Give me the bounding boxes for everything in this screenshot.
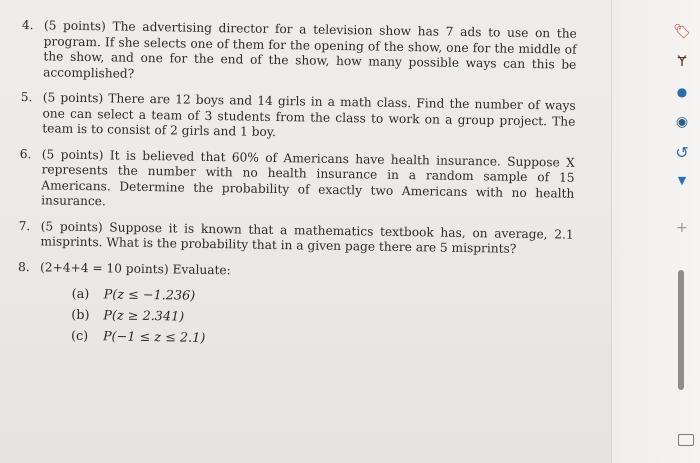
question-8-parts — [39, 283, 573, 354]
question-text: (2+4+4 = 10 points) Evaluate: — [39, 259, 231, 277]
part-label: (c) — [70, 328, 89, 345]
question-number: 7. — [18, 218, 31, 233]
text-icon[interactable]: Ɏ — [677, 54, 687, 70]
camera-icon[interactable]: ◉ — [675, 114, 689, 130]
part-label: (a) — [71, 286, 90, 303]
window-icon[interactable] — [678, 434, 694, 446]
question-7 — [18, 218, 573, 258]
bookmark-icon[interactable]: 🏷 — [673, 24, 691, 40]
question-text: (5 points) There are 12 boys and 14 girls in a math class. Find the number of ways one can select a team of 3 students from the class to work on a group project. The team is to consist of 2 girls and 1 boy. — [42, 90, 576, 140]
funnel-icon[interactable]: ▼ — [677, 173, 687, 187]
question-8 — [17, 259, 573, 354]
question-number: 8. — [17, 259, 30, 274]
question-sheet — [17, 18, 577, 365]
undo-icon[interactable]: ↺ — [675, 142, 689, 162]
question-text: (5 points) Suppose it is known that a mathematics textbook has, on average, 2.1 misprints. What is the probability that in a given page there are 5 misprints? — [40, 218, 574, 256]
question-number: 5. — [20, 89, 33, 105]
question-text: (5 points) It is believed that 60% of Americans have health insurance. Suppose X represents the number with no health insurance in a random sample of 15 Americans. Determine the probability of exactly two Americans with no health insurance. — [41, 146, 575, 209]
plus-icon[interactable]: + — [676, 220, 688, 236]
question-number: 4. — [21, 18, 34, 33]
question-text: (5 points) The advertising director for a television show has 7 ads to use on the program. If she selects one of them for the opening of the show, one for the middle of the show, and one for the end of the show, how many possible ways can this be accomplished? — [43, 18, 577, 81]
question-6 — [19, 146, 575, 217]
location-icon[interactable]: ● — [676, 85, 688, 99]
scrollbar-thumb[interactable] — [678, 270, 684, 390]
part-expression: P(z ≤ −1.236) — [103, 287, 196, 304]
part-expression: P(z ≥ 2.341) — [103, 308, 185, 325]
question-4 — [21, 18, 577, 89]
part-expression: P(−1 ≤ z ≤ 2.1) — [102, 329, 206, 346]
right-sidebar — [611, 0, 700, 463]
part-label: (b) — [71, 307, 90, 324]
question-number: 6. — [19, 146, 32, 161]
question-5 — [20, 90, 576, 145]
